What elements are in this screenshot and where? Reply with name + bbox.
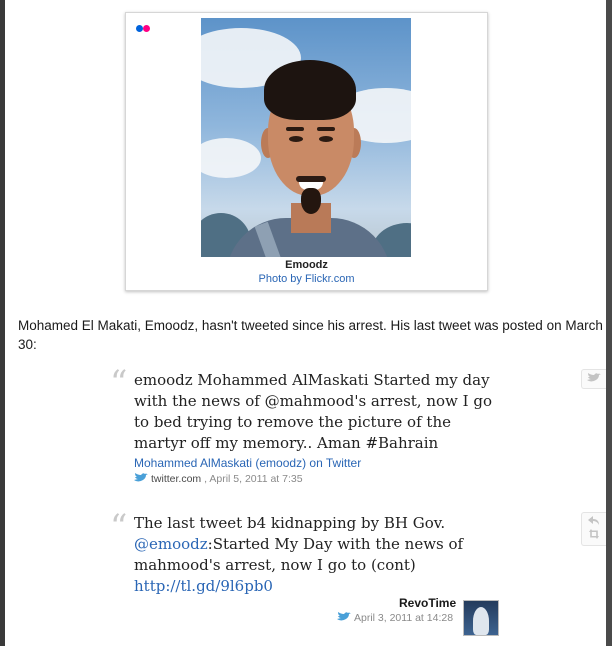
twitter-bird-icon (587, 373, 601, 383)
profile-photo[interactable] (201, 18, 411, 257)
tweet-2-date: April 3, 2011 at 14:28 (354, 612, 454, 624)
quote-icon: “ (110, 507, 128, 547)
avatar[interactable] (463, 600, 499, 636)
tweet-2-actions (581, 512, 606, 546)
window-frame-right (606, 0, 612, 646)
window-frame-left (0, 0, 5, 646)
tweet-2-text-before: The last tweet b4 kidnapping by BH Gov. (134, 514, 446, 532)
tweet-1-author-link[interactable]: Mohammed AlMaskati (emoodz) on Twitter (134, 456, 362, 470)
retweet-icon[interactable] (588, 529, 600, 539)
twitter-bird-icon (337, 612, 351, 622)
tweet-1-source-link[interactable]: twitter.com (151, 473, 202, 485)
tweet-2-text-after: :Started My Day with the news of mahmood's arrest, now I go to (cont) (134, 535, 464, 574)
tweet-2-meta (337, 612, 453, 624)
photo-credit-link[interactable]: Photo by Flickr.com (258, 273, 355, 285)
tweet-2-mention-link[interactable]: @emoodz (134, 535, 208, 553)
flickr-logo-icon (136, 25, 152, 33)
tweet-1-meta (134, 473, 303, 485)
photo-caption: Emoodz (285, 259, 328, 271)
tweet-1-date: , April 5, 2011 at 7:35 (204, 473, 303, 485)
reply-icon[interactable] (588, 516, 600, 526)
tweet-1-follow-button[interactable] (581, 369, 606, 389)
tweet-2-text (134, 513, 504, 597)
intro-paragraph: Mohamed El Makati, Emoodz, hasn't tweeted since his arrest. His last tweet was posted on March 30: (18, 318, 603, 352)
twitter-bird-icon (134, 473, 148, 483)
quote-icon: “ (110, 363, 128, 403)
photo-card (125, 12, 488, 291)
tweet-2-author[interactable]: RevoTime (399, 596, 457, 610)
tweet-1-text: emoodz Mohammed AlMaskati Started my day with the news of @mahmood's arrest, now I go to bed trying to remove the picture of the martyr off my memory.. Aman #Bahrain (134, 371, 492, 452)
tweet-2-url-link[interactable]: http://tl.gd/9l6pb0 (134, 577, 273, 595)
